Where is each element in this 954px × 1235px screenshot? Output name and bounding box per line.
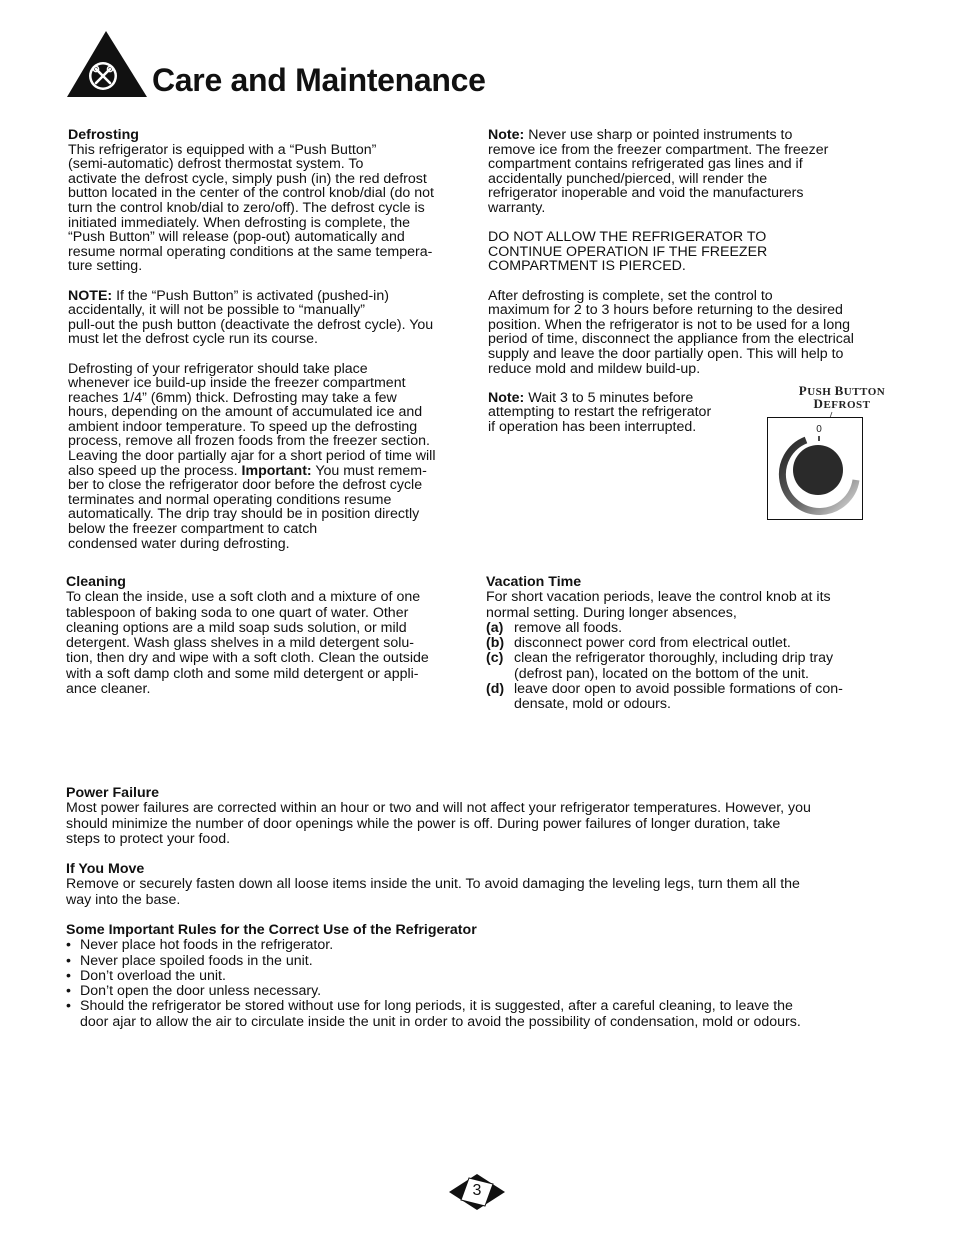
vacation-line: normal setting. During longer absences,: [486, 604, 737, 621]
header-warning-icon: [66, 30, 148, 98]
rule-item: • Never place spoiled foods in the unit.: [66, 952, 313, 969]
defrost-line: ber to close the refrigerator door before the defrost cycle: [68, 477, 423, 494]
figure-caption: [790, 385, 894, 411]
cleaning-line: To clean the inside, use a soft cloth and a mixture of one: [66, 589, 421, 606]
defrost-line: condensed water during defrosting.: [68, 535, 290, 552]
cleaning-line: ance cleaner.: [66, 681, 151, 698]
defrost-note-line: NOTE: If the “Push Button” is activated (pushed-in): [68, 287, 389, 304]
vacation-item: (a) remove all foods.: [486, 619, 623, 636]
after-defrost-line: period of time, disconnect the appliance from the electrical: [488, 331, 854, 348]
warning-line: COMPARTMENT IS PIERCED.: [488, 258, 686, 275]
rules-heading: Some Important Rules for the Correct Use of the Refrigerator: [66, 922, 477, 938]
vacation-item: (d) leave door open to avoid possible formations of con- densate, mold or odours.: [486, 681, 843, 713]
if-you-move-section: [66, 862, 896, 908]
control-knob-figure: [767, 417, 863, 520]
cleaning-line: tablespoon of baking soda to one quart of water. Other: [66, 604, 409, 621]
after-defrost-line: supply and leave the door partially open. This will help to: [488, 345, 844, 362]
defrost-line: Defrosting of your refrigerator should take place: [68, 360, 368, 377]
rule-item: • Don’t overload the unit.: [66, 967, 226, 984]
cleaning-line: tion, then dry and wipe with a soft cloth. Clean the outside: [66, 650, 429, 667]
cleaning-section: [66, 575, 476, 697]
power-line: steps to protect your food.: [66, 830, 231, 847]
page-number-badge: [447, 1172, 507, 1212]
wait-note-line: attempting to restart the refrigerator: [488, 404, 712, 421]
move-line: way into the base.: [66, 891, 181, 908]
cleaning-line: detergent. Wash glass shelves in a mild detergent solu-: [66, 635, 415, 652]
page-title: Care and Maintenance: [152, 62, 486, 98]
vacation-item: (c) clean the refrigerator thoroughly, including drip tray (defrost pan), located on the bottom of the unit.: [486, 650, 834, 682]
vacation-item: (b) disconnect power cord from electrical outlet.: [486, 635, 791, 652]
cleaning-line: cleaning options are a mild soap suds solution, or mild: [66, 619, 407, 636]
sharp-note-line: warranty.: [488, 199, 546, 216]
defrost-line: “Push Button” will release (pop-out) automatically and: [68, 229, 405, 246]
defrost-line: hours, depending on the amount of accumulated ice and: [68, 404, 423, 421]
warning-line: CONTINUE OPERATION IF THE FREEZER: [488, 243, 768, 260]
move-heading: If You Move: [66, 861, 145, 877]
rule-item: • Never place hot foods in the refrigerator.: [66, 937, 334, 954]
sharp-note-line: Note: Never use sharp or pointed instruments to: [488, 127, 793, 143]
wait-note-line: Note: Wait 3 to 5 minutes before: [488, 389, 694, 406]
defrost-line: button located in the center of the control knob/dial (do not: [68, 185, 434, 202]
cleaning-line: with a soft damp cloth and some mild detergent or appli-: [66, 665, 419, 682]
sharp-note-line: accidentally punched/pierced, will render the: [488, 170, 768, 187]
defrosting-section: [68, 128, 478, 551]
vacation-heading: Vacation Time: [486, 574, 582, 590]
warning-line: DO NOT ALLOW THE REFRIGERATOR TO: [488, 229, 767, 246]
caption-line-2: DEFROST: [813, 396, 871, 411]
power-line: Most power failures are corrected within an hour or two and will not affect your refrigerator temperatures. However, you: [66, 800, 811, 817]
defrost-line: below the freezer compartment to catch: [68, 521, 318, 538]
defrost-line: ture setting.: [68, 258, 143, 275]
tools-warning-icon: [66, 30, 148, 98]
wait-note-line: if operation has been interrupted.: [488, 418, 697, 435]
power-failure-section: [66, 786, 896, 847]
defrost-line: resume normal operating conditions at the same tempera-: [68, 243, 433, 260]
dial-zero-label: 0: [816, 424, 822, 435]
defrost-line: ambient indoor temperature. To speed up the defrosting: [68, 418, 418, 435]
sharp-note-line: remove ice from the freezer compartment. The freezer: [488, 141, 829, 158]
defrost-line: This refrigerator is equipped with a “Push Button”: [68, 141, 377, 158]
note-label: Note:: [488, 389, 525, 406]
cleaning-heading: Cleaning: [66, 574, 126, 590]
rule-item: • Don’t open the door unless necessary.: [66, 983, 322, 1000]
sharp-note-line: compartment contains refrigerated gas lines and if: [488, 156, 803, 173]
note-label: Note:: [488, 127, 525, 143]
defrost-note-line: accidentally, it will not be possible to “manually”: [68, 302, 366, 319]
after-defrost-line: reduce mold and mildew build-up.: [488, 360, 701, 377]
after-defrost-line: position. When the refrigerator is not to be used for a long: [488, 316, 850, 333]
vacation-line: For short vacation periods, leave the control knob at its: [486, 589, 831, 606]
defrost-line: initiated immediately. When defrosting is complete, the: [68, 214, 410, 231]
vacation-section: [486, 575, 896, 713]
caption-line-1: PUSH BUTTON: [798, 383, 886, 398]
control-knob-dial: [768, 418, 862, 519]
defrost-line: process, remove all frozen foods from the freezer section.: [68, 433, 430, 450]
defrost-line: reaches 1/4” (6mm) thick. Defrosting may take a few: [68, 389, 397, 406]
defrost-line: automatically. The drip tray should be in position directly: [68, 506, 420, 523]
rules-section: [66, 923, 896, 1030]
defrost-note-line: pull-out the push button (deactivate the defrost cycle). You: [68, 316, 434, 333]
defrost-line: whenever ice build-up inside the freezer compartment: [68, 375, 406, 392]
defrost-line: (semi-automatic) defrost thermostat system. To: [68, 156, 364, 173]
defrost-line: turn the control knob/dial to zero/off). The defrost cycle is: [68, 199, 425, 216]
sharp-note-line: refrigerator inoperable and void the manufacturers: [488, 185, 804, 202]
rule-item: • Should the refrigerator be stored without use for long periods, it is suggested, after a careful cleaning, to leave the door ajar to allow the air to circulate inside the unit in order to avoid the possibility of condensation, mold or odours.: [66, 998, 801, 1030]
after-defrost-line: maximum for 2 to 3 hours before returning to the desired: [488, 302, 843, 319]
defrost-line: also speed up the process. Important: You must remem-: [68, 462, 427, 479]
defrost-line: Leaving the door partially ajar for a short period of time will: [68, 448, 436, 465]
power-line: should minimize the number of door openings while the power is off. During power failures of longer duration, take: [66, 815, 781, 832]
defrost-line: terminates and normal operating conditions resume: [68, 491, 392, 508]
power-heading: Power Failure: [66, 785, 160, 801]
note-label: NOTE:: [68, 287, 113, 304]
page-number: 3: [472, 1182, 482, 1199]
after-defrost-line: After defrosting is complete, set the control to: [488, 287, 773, 304]
move-line: Remove or securely fasten down all loose items inside the unit. To avoid damaging the leveling legs, turn them all the: [66, 876, 800, 893]
defrosting-heading: Defrosting: [68, 127, 139, 143]
defrost-line: activate the defrost cycle, simply push (in) the red defrost: [68, 170, 427, 187]
defrost-note-line: must let the defrost cycle run its course.: [68, 331, 318, 348]
